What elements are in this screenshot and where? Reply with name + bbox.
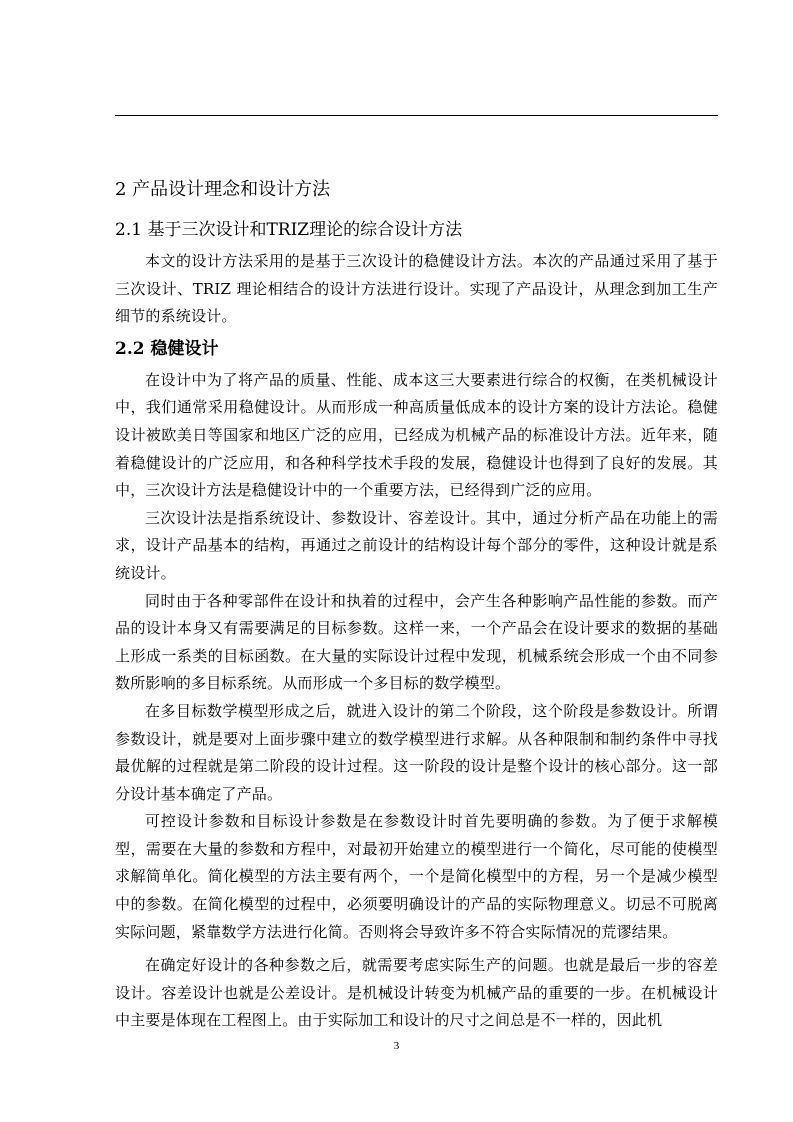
paragraph: 在多目标数学模型形成之后，就进入设计的第二个阶段，这个阶段是参数设计。所谓参数设计，就是要对上面步骤中建立的数学模型进行求解。从各种限制和制约条件中寻找最优解的过程就是第二阶段的设计过程。这一阶段的设计是整个设计的核心部分。这一部分设计基本确定了产品。 (115, 701, 718, 803)
page-number: 3 (393, 1040, 400, 1052)
paragraph: 在确定好设计的各种参数之后，就需要考虑实际生产的问题。也就是最后一步的容差设计。容差设计也就是公差设计。是机械设计转变为机械产品的重要的一步。在机械设计中主要是体现在工程图上。由于实际加工和设计的尺寸之间总是不一样的，因此机 (115, 956, 718, 1030)
header-rule (115, 115, 718, 116)
paragraph: 同时由于各种零部件在设计和执着的过程中，会产生各种影响产品性能的参数。而产品的设计本身又有需要满足的目标参数。这样一来，一个产品会在设计要求的数据的基础上形成一系类的目标函数。在大量的实际设计过程中发现，机械系统会形成一个由不同参数所影响的多目标系统。从而形成一个多目标的数学模型。 (115, 591, 718, 693)
paragraph: 本文的设计方法采用的是基于三次设计的稳健设计方法。本次的产品通过采用了基于三次设计、TRIZ 理论相结合的设计方法进行设计。实现了产品设计，从理念到加工生产细节的系统设计。 (115, 252, 718, 326)
section-heading-2-2: 2.2 稳健设计 (115, 338, 219, 359)
paragraph: 三次设计法是指系统设计、参数设计、容差设计。其中，通过分析产品在功能上的需求，设计产品基本的结构，再通过之前设计的结构设计每个部分的零件，这种设计就是系统设计。 (115, 508, 718, 582)
paragraph: 可控设计参数和目标设计参数是在参数设计时首先要明确的参数。为了便于求解模型，需要在大量的参数和方程中，对最初开始建立的模型进行一个简化，尽可能的使模型求解简单化。简化模型的方法主要有两个，一个是简化模型中的方程，另一个是减少模型中的参数。在简化模型的过程中，必须要明确设计的产品的实际物理意义。切忌不可脱离实际问题，紧靠数学方法进行化简。否则将会导致许多不符合实际情况的荒谬结果。 (115, 812, 718, 941)
chapter-heading: 2 产品设计理念和设计方法 (115, 179, 331, 200)
page-body (115, 170, 718, 1035)
paragraph: 在设计中为了将产品的质量、性能、成本这三大要素进行综合的权衡，在类机械设计中，我们通常采用稳健设计。从而形成一种高质量低成本的设计方案的设计方法论。稳健设计被欧美日等国家和地区广泛的应用，已经成为机械产品的标准设计方法。近年来，随着稳健设计的广泛应用，和各种科学技术手段的发展，稳健设计也得到了良好的发展。其中，三次设计方法是稳健设计中的一个重要方法，已经得到广泛的应用。 (115, 370, 718, 500)
section-heading-2-1: 2.1 基于三次设计和TRIZ理论的综合设计方法 (115, 220, 463, 240)
